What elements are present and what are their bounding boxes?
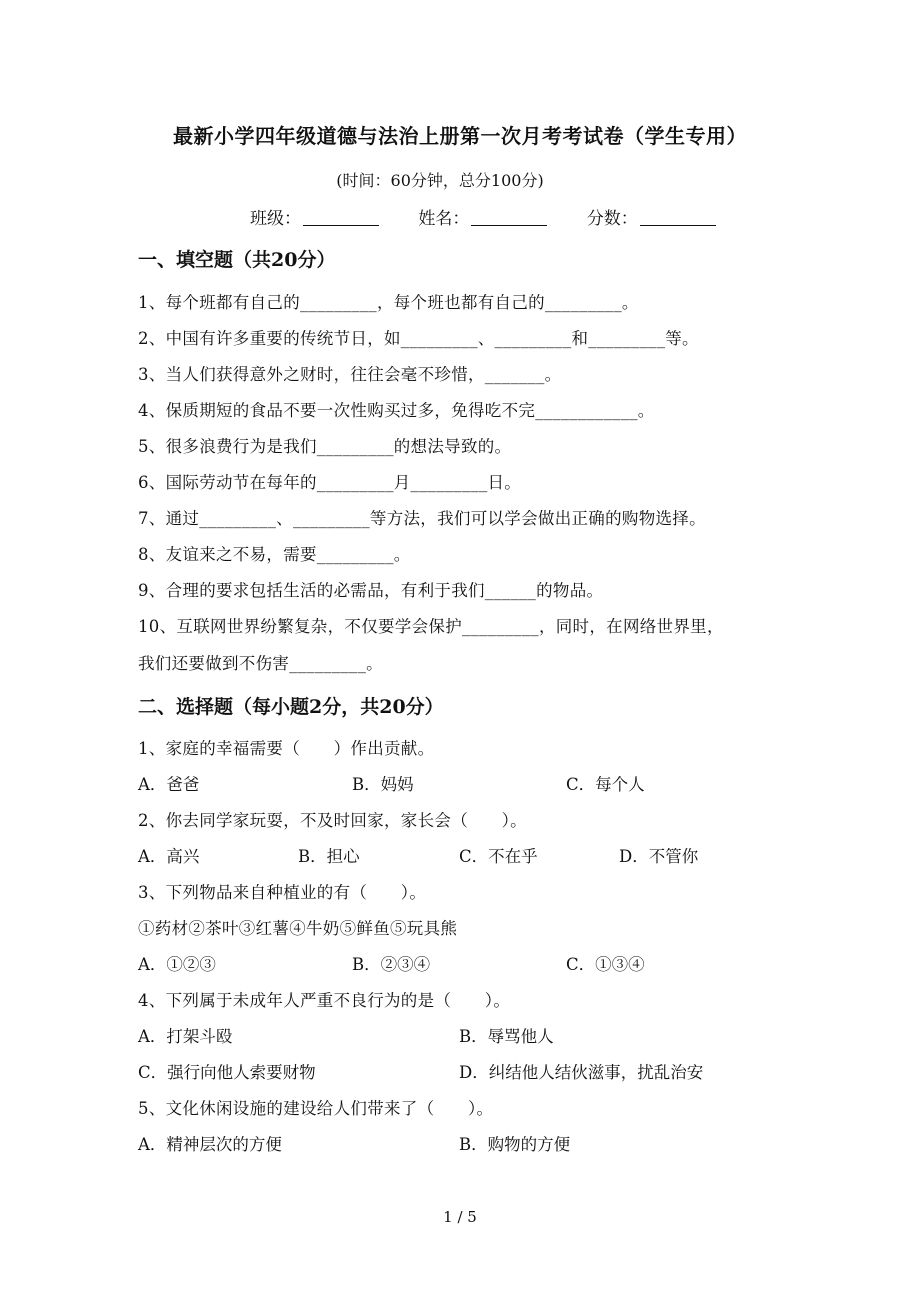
q5-option-a[interactable]: A．精神层次的方便	[138, 1135, 282, 1154]
q1-option-c[interactable]: C．每个人	[566, 775, 645, 794]
section1-heading: 一、填空题（共20分）	[138, 249, 336, 271]
class-label: 班级：	[250, 209, 301, 229]
fill-question-10-cont: 我们还要做到不伤害_________。	[138, 654, 383, 673]
score-field[interactable]	[587, 204, 716, 229]
q5-option-b[interactable]: B．购物的方便	[459, 1135, 571, 1154]
q3-option-a[interactable]: A．①②③	[138, 955, 216, 974]
student-info-row	[250, 204, 716, 229]
class-field[interactable]	[250, 204, 379, 229]
fill-question-9: 9、合理的要求包括生活的必需品，有利于我们______的物品。	[138, 581, 604, 600]
score-label: 分数：	[586, 209, 638, 229]
fill-question-6: 6、国际劳动节在每年的_________月_________日。	[138, 473, 522, 492]
q2-option-b[interactable]: B．担心	[298, 847, 360, 866]
choice-question-5: 5、文化休闲设施的建设给人们带来了（ ）。	[138, 1099, 494, 1118]
class-blank[interactable]	[303, 209, 379, 226]
q4-option-c[interactable]: C．强行向他人索要财物	[138, 1063, 316, 1082]
fill-question-4: 4、保质期短的食品不要一次性购买过多，免得吃不完____________。	[138, 401, 655, 420]
q4-option-b[interactable]: B．辱骂他人	[459, 1027, 554, 1046]
name-label: 姓名：	[418, 209, 470, 229]
q3-option-c[interactable]: C．①③④	[566, 955, 645, 974]
q3-items-list: ①药材②茶叶③红薯④牛奶⑤鲜鱼⑤玩具熊	[138, 919, 458, 938]
q3-option-b[interactable]: B．②③④	[352, 955, 431, 974]
q2-option-c[interactable]: C．不在乎	[459, 847, 538, 866]
choice-question-2: 2、你去同学家玩耍，不及时回家，家长会（ ）。	[138, 811, 527, 830]
q1-option-a[interactable]: A．爸爸	[138, 775, 200, 794]
q2-option-d[interactable]: D．不管你	[619, 847, 699, 866]
choice-question-1: 1、家庭的幸福需要（ ）作出贡献。	[138, 739, 435, 758]
fill-question-2: 2、中国有许多重要的传统节日，如_________、_________和_________等。	[138, 329, 699, 348]
fill-question-10: 10、互联网世界纷繁复杂，不仅要学会保护_________，同时，在网络世界里，	[138, 617, 724, 636]
fill-question-3: 3、当人们获得意外之财时，往往会毫不珍惜，_______。	[138, 365, 562, 384]
fill-question-8: 8、友谊来之不易，需要_________。	[138, 545, 411, 564]
fill-question-7: 7、通过_________、_________等方法，我们可以学会做出正确的购物选择。	[138, 509, 706, 528]
exam-time-note: (时间：60分钟，总分100分)	[336, 171, 544, 190]
page-number: 1 / 5	[443, 1208, 477, 1226]
name-blank[interactable]	[471, 209, 547, 226]
name-field[interactable]	[418, 204, 547, 229]
q1-option-b[interactable]: B．妈妈	[352, 775, 414, 794]
q4-option-d[interactable]: D．纠结他人结伙滋事，扰乱治安	[459, 1063, 704, 1082]
choice-question-3: 3、下列物品来自种植业的有（ ）。	[138, 883, 427, 902]
fill-question-5: 5、很多浪费行为是我们_________的想法导致的。	[138, 437, 512, 456]
exam-title: 最新小学四年级道德与法治上册第一次月考考试卷（学生专用）	[173, 124, 747, 148]
score-blank[interactable]	[640, 209, 716, 226]
fill-question-1: 1、每个班都有自己的_________，每个班也都有自己的_________。	[138, 293, 639, 312]
section2-heading: 二、选择题（每小题2分，共20分）	[138, 696, 444, 718]
q4-option-a[interactable]: A．打架斗殴	[138, 1027, 233, 1046]
q2-option-a[interactable]: A．高兴	[138, 847, 200, 866]
choice-question-4: 4、下列属于未成年人严重不良行为的是（ ）。	[138, 991, 511, 1010]
